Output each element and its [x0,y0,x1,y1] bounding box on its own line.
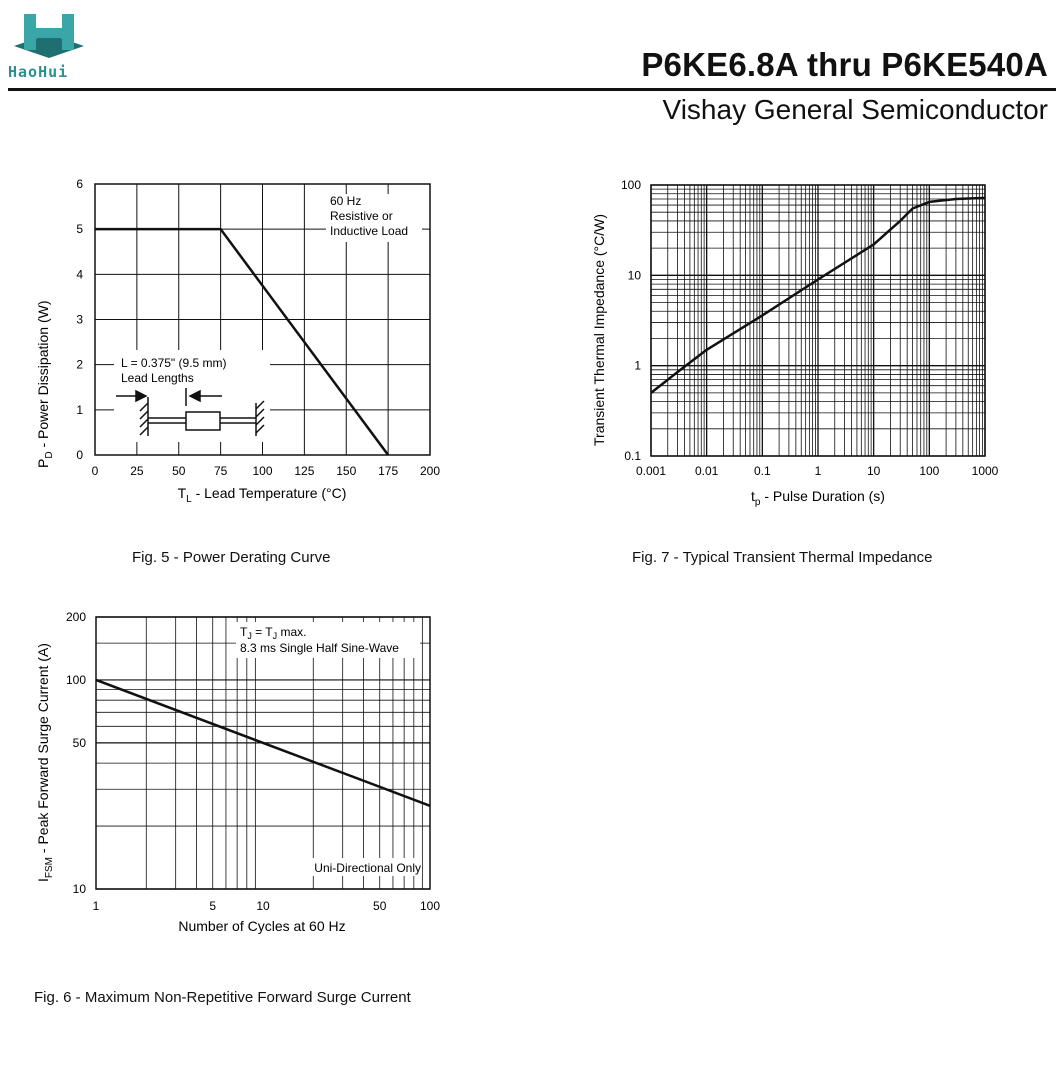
fig5-x-tick-label: 75 [213,464,228,478]
fig5-x-tick-label: 200 [419,464,441,478]
fig6-x-tick-label: 50 [373,899,387,913]
logo-text: HaoHui [8,63,69,81]
fig5-lead-line: Lead Lengths [121,371,194,385]
fig5-x-tick-label: 125 [294,464,315,478]
fig7-y-tick-label: 1 [634,358,641,373]
page-title: P6KE6.8A thru P6KE540A [641,46,1048,83]
header-rule [8,88,1056,91]
fig7-x-tick-label: 0.01 [694,464,719,478]
fig7-x-label: $t_p$ - Pulse Duration (s) [751,488,885,508]
fig6-surge-current-chart [0,600,470,950]
fig5-y-tick-label: 5 [76,222,83,237]
fig5-x-label: $T_L$ - Lead Temperature (°C) [177,485,347,505]
fig6-y-label: $I_{FSM}$ - Peak Forward Surge Current (A) [35,643,55,882]
fig6-x-label: Number of Cycles at 60 Hz [178,918,346,934]
fig5-power-derating-chart [0,170,470,520]
fig6-y-tick-label: 100 [65,672,86,687]
fig5-annotation-line: Resistive or [330,209,393,223]
fig7-y-tick-label: 0.1 [624,449,641,463]
fig7-grid [651,185,985,456]
fig6-caption: Fig. 6 - Maximum Non-Repetitive Forward Surge Current [34,989,411,1006]
logo-cross-bar [34,28,64,38]
fig6-annotation-line2: 8.3 ms Single Half Sine-Wave [240,641,399,655]
fig5-x-tick-label: 25 [130,464,144,478]
fig5-x-tick-label: 0 [91,464,99,478]
fig7-x-tick-label: 10 [866,464,881,478]
fig5-lead-diagram [114,350,270,442]
fig7-x-tick-label: 100 [919,464,940,478]
fig7-x-tick-label: 1000 [971,464,999,478]
fig5-x-tick-label: 175 [378,464,399,478]
fig6-y-tick-label: 200 [65,610,86,624]
fig7-caption: Fig. 7 - Typical Transient Thermal Impedance [632,549,933,566]
fig5-y-tick-label: 1 [76,402,83,417]
fig7-thermal-impedance-chart [580,170,1050,520]
fig6-annotation-bottom: Uni-Directional Only [314,861,421,875]
fig5-x-tick-label: 150 [336,464,357,478]
fig6-y-tick-label: 10 [72,882,86,896]
fig5-caption: Fig. 5 - Power Derating Curve [132,549,331,566]
fig5-y-tick-label: 4 [76,267,83,282]
fig5-y-tick-label: 6 [76,177,83,191]
fig6-y-tick-label: 50 [72,735,86,750]
fig5-y-tick-label: 3 [76,312,83,327]
fig5-y-tick-label: 2 [76,357,83,372]
fig6-annotation-line1: $T_J = T_J$ max. [240,625,307,641]
fig6-x-tick-label: 10 [256,899,270,913]
fig5-lead-line: L = 0.375" (9.5 mm) [121,356,227,370]
fig7-y-tick-label: 100 [620,178,641,192]
fig5-y-label: $P_D$ - Power Dissipation (W) [35,300,55,468]
fig5-x-tick-label: 50 [172,464,186,478]
fig6-annotation [236,622,422,876]
fig7-y-label: Transient Thermal Impedance (°C/W) [591,213,607,446]
fig5-y-tick-label: 0 [76,448,83,462]
fig5-x-tick-label: 100 [252,464,273,478]
fig7-x-tick-label: 0.001 [635,464,667,478]
fig6-x-tick-label: 100 [419,899,441,913]
fig6-x-tick-label: 1 [92,899,100,913]
fig5-annotation [326,194,422,242]
page-subtitle: Vishay General Semiconductor [662,94,1048,125]
fig7-y-tick-label: 10 [627,268,641,283]
fig5-annotation-line: 60 Hz [330,194,362,208]
fig5-annotation-line: Inductive Load [330,224,409,238]
fig7-x-tick-label: 1 [814,464,822,478]
fig7-x-tick-label: 0.1 [753,464,771,478]
fig6-x-tick-label: 5 [209,899,217,913]
